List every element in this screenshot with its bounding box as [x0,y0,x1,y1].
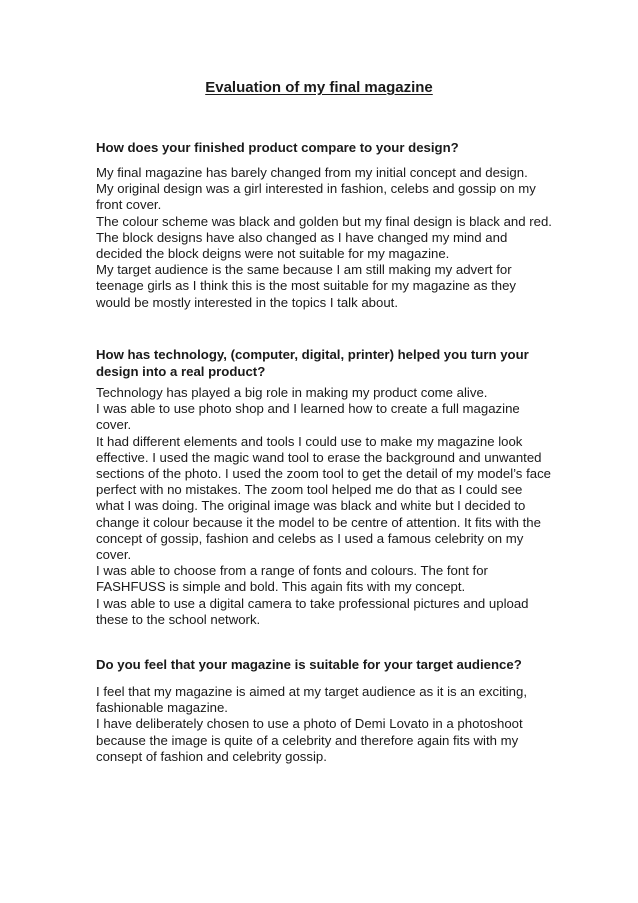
answer-line: sections of the photo. I used the zoom tool to get the detail of my model’s face [96,466,551,482]
answer-paragraph [96,165,566,311]
answer-line: Technology has played a big role in making my product come alive. [96,385,488,400]
answer-line: I was able to use photo shop and I learned how to create a full magazine [96,401,520,417]
answer-line: concept of gossip, fashion and celebs as I used a famous celebrity on my [96,530,524,546]
answer-line: The colour scheme was black and golden but my final design is black and red. [96,213,552,229]
answer-line: effective. I used the magic wand tool to erase the background and unwanted [96,449,542,465]
question-heading: How does your finished product compare to your design? [96,140,459,155]
answer-line: I was able to choose from a range of fonts and colours. The font for [96,563,488,579]
answer-line: I have deliberately chosen to use a photo of Demi Lovato in a photoshoot [96,716,523,732]
section-technology [96,346,566,628]
answer-line: I was able to use a digital camera to take professional pictures and upload [96,595,529,611]
answer-line: change it colour because it the model to be centre of attention. It fits with the [96,514,541,530]
answer-line: these to the school network. [96,611,261,627]
question-line: How has technology, (computer, digital, printer) helped you turn your [96,347,529,362]
answer-line: My original design was a girl interested in fashion, celebs and gossip on my [96,181,536,197]
question-heading: Do you feel that your magazine is suitable for your target audience? [96,657,522,672]
section-target-audience [96,656,566,765]
answer-paragraph [96,684,566,765]
answer-line: perfect with no mistakes. The zoom tool helped me do that as I could see [96,482,523,498]
answer-paragraph [96,385,566,628]
answer-line: My final magazine has barely changed from my initial concept and design. [96,165,528,180]
answer-line: The block designs have also changed as I have changed my mind and [96,229,508,245]
question-heading [96,346,566,380]
answer-line: would be mostly interested in the topics I talk about. [96,294,399,310]
answer-line: teenage girls as I think this is the most suitable for my magazine as they [96,278,517,294]
answer-line: consept of fashion and celebrity gossip. [96,748,327,764]
answer-line: decided the block deigns were not suitable for my magazine. [96,246,450,262]
answer-line: It had different elements and tools I could use to make my magazine look [96,433,523,449]
answer-line: My target audience is the same because I am still making my advert for [96,262,512,278]
answer-line: fashionable magazine. [96,700,228,716]
answer-line: because the image is quite of a celebrity and therefore again fits with my [96,732,519,748]
answer-line: FASHFUSS is simple and bold. This again fits with my concept. [96,579,466,595]
section-design-comparison [96,139,566,311]
answer-line: cover. [96,417,132,433]
answer-line: front cover. [96,197,162,213]
question-line: design into a real product? [96,364,266,379]
answer-line: I feel that my magazine is aimed at my target audience as it is an exciting, [96,684,528,699]
answer-line: what I was doing. The original image was black and white but I decided to [96,498,526,514]
answer-line: cover. [96,547,132,563]
document-title: Evaluation of my final magazine [205,79,433,96]
